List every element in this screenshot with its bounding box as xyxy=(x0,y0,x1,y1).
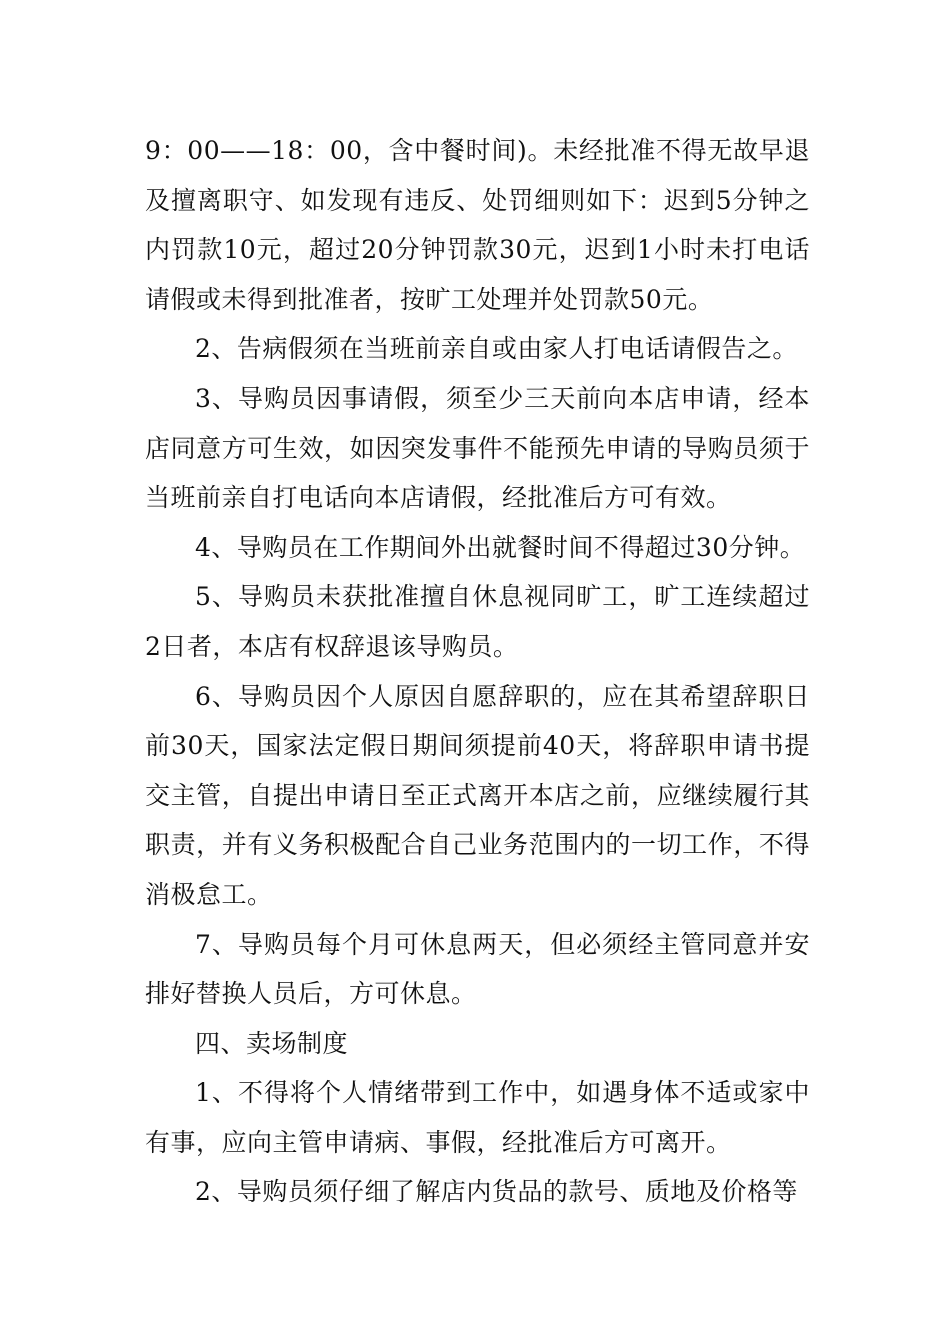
paragraph-attendance-continued: 9：00——18：00，含中餐时间)。未经批准不得无故早退及擅离职守、如发现有违反、处罚细则如下：迟到5分钟之内罚款10元，超过20分钟罚款30元，迟到1小时未打电话请假或未得到批准者，按旷工处理并处罚款50元。 xyxy=(145,136,810,314)
paragraph-emotions: 1、不得将个人情绪带到工作中，如遇身体不适或家中有事，应向主管申请病、事假，经批准后方可离开。 xyxy=(145,1078,810,1157)
paragraph-rest-days: 7、导购员每个月可休息两天，但必须经主管同意并安排好替换人员后，方可休息。 xyxy=(145,929,810,1009)
paragraph-sick-leave: 2、告病假须在当班前亲自或由家人打电话请假告之。 xyxy=(195,334,798,364)
paragraph-personal-leave: 3、导购员因事请假，须至少三天前向本店申请，经本店同意方可生效，如因突发事件不能预先申请的导购员须于当班前亲自打电话向本店请假，经批准后方可有效。 xyxy=(145,383,810,513)
paragraph-meal-time: 4、导购员在工作期间外出就餐时间不得超过30分钟。 xyxy=(195,532,806,562)
section-heading-store-rules: 四、卖场制度 xyxy=(195,1028,349,1058)
paragraph-product-knowledge: 2、导购员须仔细了解店内货品的款号、质地及价格等 xyxy=(195,1177,798,1207)
paragraph-absenteeism: 5、导购员未获批准擅自休息视同旷工，旷工连续超过2日者，本店有权辞退该导购员。 xyxy=(145,582,810,661)
paragraph-resignation: 6、导购员因个人原因自愿辞职的，应在其希望辞职日前30天，国家法定假日期间须提前40天，将辞职申请书提交主管，自提出申请日至正式离开本店之前，应继续履行其职责，并有义务积极配合自己业务范围内的一切工作，不得消极怠工。 xyxy=(145,681,810,909)
document-body xyxy=(145,126,810,1217)
